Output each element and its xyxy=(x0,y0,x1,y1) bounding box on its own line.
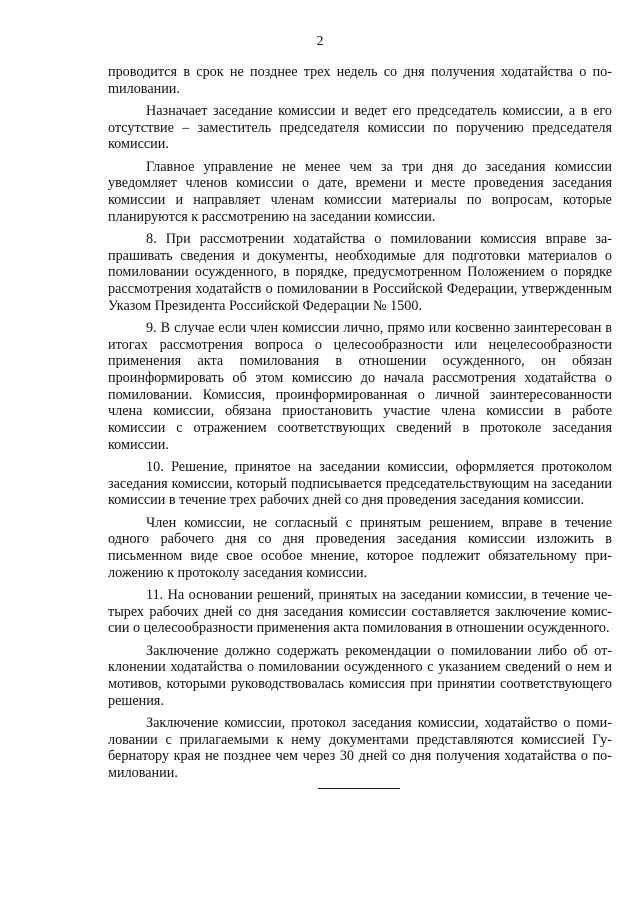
paragraph-notification: Главное управление не менее чем за три дня до заседания комиссии уведомляет членов комиссии о дате, времени и месте проведения заседания комиссии и направляет членам комиссии материалы по вопросам, которые планируются к рассмотрению на заседании комиссии. xyxy=(108,158,612,225)
paragraph-item-10: 10. Решение, принятое на заседании комиссии, оформляется протоколом заседания комиссии, который подписывается председательствующим на заседании комиссии в течение трех рабочих дней со дня проведения заседания комиссии. xyxy=(108,458,612,509)
document-body xyxy=(108,64,612,787)
paragraph-chairman: Назначает заседание комиссии и ведет его председатель комиссии, а в его отсутствие – заместитель председателя комиссии по поручению председателя комиссии. xyxy=(108,102,612,153)
paragraph-item-11: 11. На основании решений, принятых на заседании комиссии, в течение четырех рабочих дней со дня заседания комиссии составляется заключение комиссии о целесообразности применения акта помилования в отношении осужденного. xyxy=(108,586,612,637)
paragraph-dissent: Член комиссии, не согласный с принятым решением, вправе в течение одного рабочего дня со дня проведения заседания комиссии изложить в письменном виде свое особое мнение, которое подлежит обязательному приложению к протоколу заседания комиссии. xyxy=(108,514,612,581)
paragraph-conclusion-content: Заключение должно содержать рекомендации о помиловании либо об отклонении ходатайства о помиловании осужденного с указанием сведений о нем и мотивов, которыми руководствовалась комиссия при принятии соответствующего решения. xyxy=(108,642,612,709)
page-number: 2 xyxy=(316,34,324,49)
paragraph-item-9: 9. В случае если член комиссии лично, прямо или косвенно заинтересован в итогах рассмотрения вопроса о целесообразности или нецелесообразности применения акта помилования в отношении осужденного, он обязан проинформировать об этом комиссию до начала рассмотрения ходатайства о помиловании. Комиссия, проинформированная о личной заинтересованности члена комиссии, обязана приостановить участие члена комиссии в работе комиссии с отражением соответствующих сведений в протоколе заседания комиссии. xyxy=(108,319,612,453)
paragraph-continuation: проводится в срок не позднее трех недель со дня получения ходатайства о поmиловании. xyxy=(108,64,612,97)
paragraph-item-8: 8. При рассмотрении ходатайства о помиловании комиссия вправе запрашивать сведения и документы, необходимые для подготовки материалов о помиловании осужденного, в порядке, предусмотренном Положением о порядке рассмотрения ходатайств о помиловании в Российской Федерации, утвержденным Указом Президента Российской Федерации № 1500. xyxy=(108,230,612,314)
end-of-document-rule xyxy=(318,788,400,789)
paragraph-submission: Заключение комиссии, протокол заседания комиссии, ходатайство о помиловании с прилагаемыми к нему документами представляются комиссией Губернатору края не позднее чем через 30 дней со дня получения ходатайства о помиловании. xyxy=(108,714,612,781)
